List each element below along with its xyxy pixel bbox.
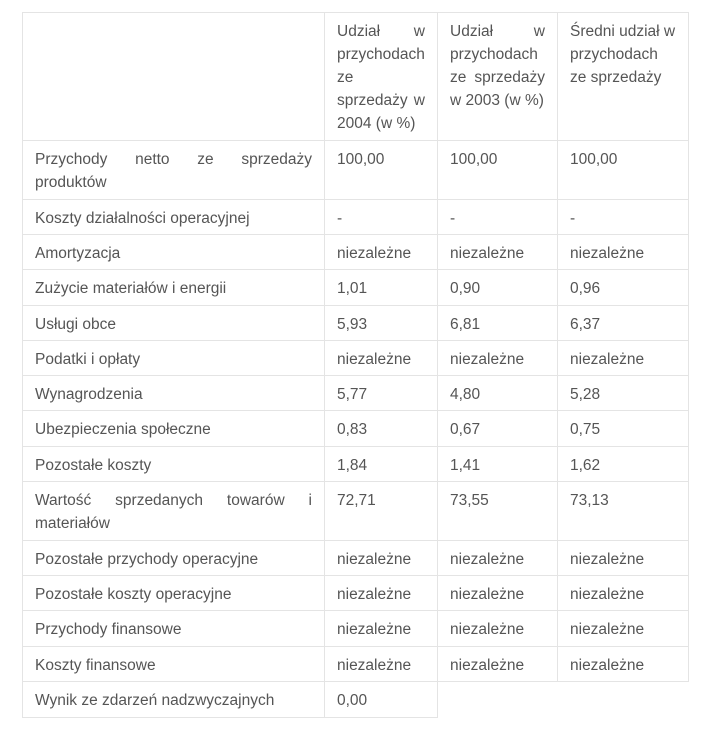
value-average: niezależne <box>558 541 689 576</box>
value-2004: 72,71 <box>325 482 438 541</box>
value-2003: niezależne <box>438 576 558 611</box>
value-average: niezależne <box>558 611 689 647</box>
value-2004: niezależne <box>325 611 438 647</box>
row-label: Wartość sprzedanych towarów i materiałów <box>22 482 325 541</box>
header-empty-cell <box>22 12 325 141</box>
row-label: Ubezpieczenia społeczne <box>22 411 325 447</box>
value-2003: niezależne <box>438 541 558 576</box>
value-average: - <box>558 200 689 235</box>
row-label: Przychody finansowe <box>22 611 325 647</box>
value-2004: niezależne <box>325 341 438 376</box>
value-average: niezależne <box>558 341 689 376</box>
value-2003: niezależne <box>438 341 558 376</box>
row-label: Usługi obce <box>22 306 325 341</box>
value-average: niezależne <box>558 235 689 270</box>
value-2003: niezależne <box>438 611 558 647</box>
value-2003: 73,55 <box>438 482 558 541</box>
value-2004: niezależne <box>325 541 438 576</box>
value-average: 6,37 <box>558 306 689 341</box>
value-2004: niezależne <box>325 647 438 682</box>
value-average: 1,62 <box>558 447 689 482</box>
value-2004: 5,77 <box>325 376 438 411</box>
row-label: Wynik ze zdarzeń nadzwyczajnych <box>22 682 325 718</box>
value-average: niezależne <box>558 576 689 611</box>
value-average: niezależne <box>558 647 689 682</box>
value-2004: niezależne <box>325 235 438 270</box>
value-average: 5,28 <box>558 376 689 411</box>
value-2004: - <box>325 200 438 235</box>
value-2004: 100,00 <box>325 141 438 200</box>
value-2004: 0,83 <box>325 411 438 447</box>
header-average-share: Średni udział w przychodach ze sprzedaży <box>558 12 689 141</box>
value-2004: 1,84 <box>325 447 438 482</box>
value-average: 73,13 <box>558 482 689 541</box>
value-average: 100,00 <box>558 141 689 200</box>
value-2004: 1,01 <box>325 270 438 306</box>
value-2003: 4,80 <box>438 376 558 411</box>
row-label: Pozostałe koszty <box>22 447 325 482</box>
row-label: Pozostałe przychody operacyjne <box>22 541 325 576</box>
row-label: Koszty finansowe <box>22 647 325 682</box>
value-2004: niezależne <box>325 576 438 611</box>
value-2003: - <box>438 200 558 235</box>
row-label: Podatki i opłaty <box>22 341 325 376</box>
value-2003: 0,90 <box>438 270 558 306</box>
header-share-2004: Udział w przychodach ze sprzedaży w 2004 (w %) <box>325 12 438 141</box>
value-2004: 5,93 <box>325 306 438 341</box>
row-label: Wynagrodzenia <box>22 376 325 411</box>
row-label: Koszty działalności operacyjnej <box>22 200 325 235</box>
value-2003: 100,00 <box>438 141 558 200</box>
value-average: 0,75 <box>558 411 689 447</box>
value-2003: 1,41 <box>438 447 558 482</box>
value-2003: 6,81 <box>438 306 558 341</box>
row-label: Amortyzacja <box>22 235 325 270</box>
value-2003: niezależne <box>438 647 558 682</box>
row-label: Pozostałe koszty operacyjne <box>22 576 325 611</box>
value-2004: 0,00 <box>325 682 438 718</box>
data-table <box>22 12 689 718</box>
value-2003: niezależne <box>438 235 558 270</box>
value-average: 0,96 <box>558 270 689 306</box>
header-share-2003: Udział w przychodach ze sprzedaży w 2003 (w %) <box>438 12 558 141</box>
value-2003: 0,67 <box>438 411 558 447</box>
row-label: Przychody netto ze sprzedaży produktów <box>22 141 325 200</box>
row-label: Zużycie materiałów i energii <box>22 270 325 306</box>
